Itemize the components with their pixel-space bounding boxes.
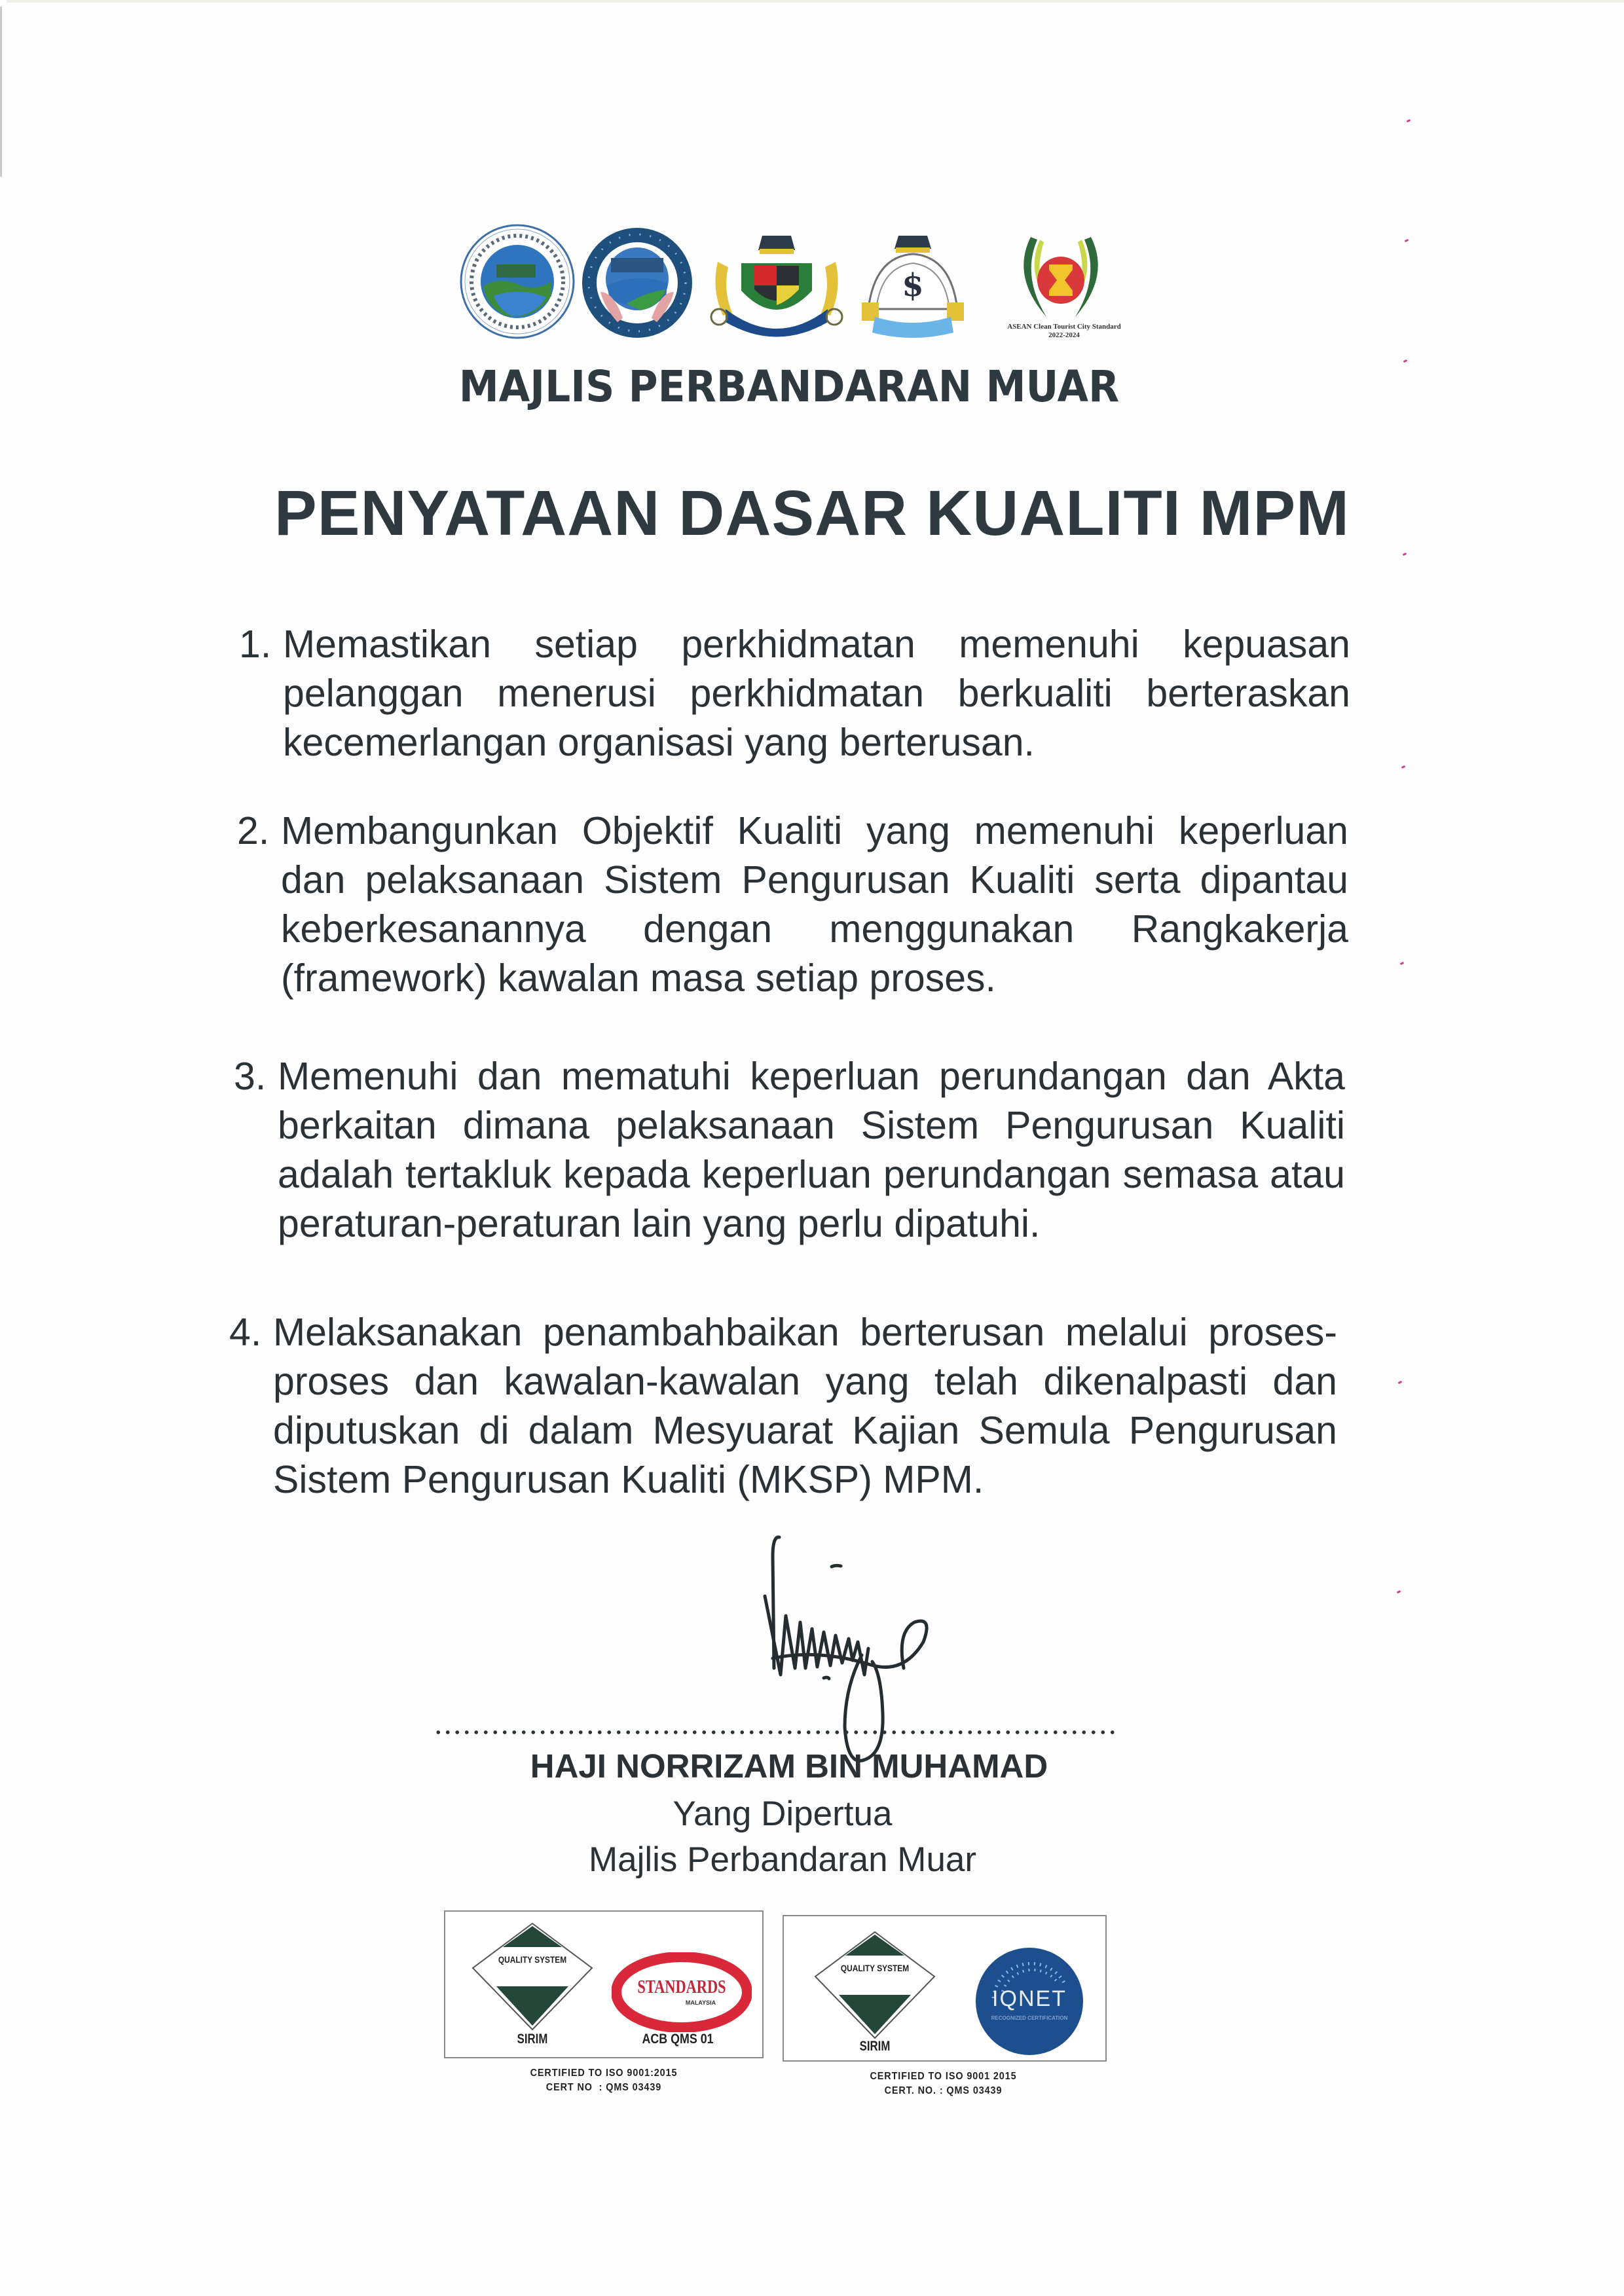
certification-caption	[799, 2069, 1088, 2098]
policy-item-number: 1.	[239, 623, 272, 666]
signatory-organization: Majlis Perbandaran Muar	[588, 1840, 977, 1879]
asean-clean-tourist-city-logo	[1008, 230, 1113, 322]
certification-standard: CERTIFIED TO ISO 9001:2015	[530, 2068, 678, 2079]
policy-item-text: Memenuhi dan mematuhi keperluan perundangan dan Akta berkaitan dimana pelaksanaan Sistem Pengurusan Kualiti adalah tertakluk kepada keperluan perundangan semasa atau peraturan-peraturan lain yang perlu dipatuhi.	[278, 1055, 1345, 1245]
signatory-name: HAJI NORRIZAM BIN MUHAMAD	[530, 1747, 1048, 1785]
scan-edge-top	[7, 0, 1624, 3]
sirim-quality-system-mark	[806, 1929, 944, 2041]
policy-item-text: Membangunkan Objektif Kualiti yang memenuhi keperluan dan pelaksanaan Sistem Pengurusan Kualiti serta dipantau keberkesanannya dengan menggunakan Rangkakerja (framework) kawalan masa setiap proses.	[281, 809, 1348, 1000]
standards-logo-text: STANDARDS	[637, 1977, 726, 1997]
scan-speck	[1400, 962, 1405, 965]
certification-standard: CERTIFIED TO ISO 9001 2015	[870, 2071, 1017, 2082]
asean-caption-line1: ASEAN Clean Tourist City Standard	[1007, 323, 1121, 331]
document-title: PENYATAAN DASAR KUALITI MPM	[274, 477, 1350, 549]
environment-award-logo	[460, 224, 575, 339]
policy-item-number: 2.	[237, 809, 270, 852]
hands-globe-logo	[581, 227, 693, 339]
quality-system-label: QUALITY SYSTEM	[840, 1963, 910, 1973]
standards-logo-subtext: MALAYSIA	[685, 1999, 716, 2006]
currency-crest-logo	[855, 230, 970, 342]
scan-speck	[1407, 119, 1411, 122]
signatory-position: Yang Dipertua	[673, 1795, 893, 1833]
iqnet-logo-text: IQNET	[992, 1986, 1067, 2011]
policy-item-text: Melaksanakan penambahbaikan berterusan melalui proses-proses dan kawalan-kawalan yang telah dikenalpasti dan diputuskan di dalam Mesyuarat Kajian Semula Pengurusan Sistem Pengurusan Kualiti (MKSP) MPM.	[273, 1311, 1337, 1501]
policy-item-number: 3.	[234, 1055, 267, 1098]
svg-text:$: $	[902, 267, 924, 304]
acb-code-label: ACB QMS 01	[642, 2032, 714, 2047]
policy-item-number: 4.	[229, 1311, 262, 1354]
sirim-quality-system-mark	[464, 1921, 601, 2032]
iqnet-logo-subtext: RECOGNIZED CERTIFICATION	[991, 2015, 1068, 2021]
scan-speck	[1397, 1590, 1401, 1594]
signature-dotted-line	[434, 1728, 1118, 1736]
certification-box-iqnet	[783, 1915, 1107, 2062]
certification-caption	[461, 2066, 747, 2095]
quality-system-label: QUALITY SYSTEM	[498, 1954, 567, 1965]
scan-speck	[1405, 239, 1409, 242]
certification-number: CERT NO : QMS 03439	[545, 2082, 662, 2093]
sirim-label: SIRIM	[517, 2032, 548, 2047]
policy-item-text: Memastikan setiap perkhidmatan memenuhi kepuasan pelanggan menerusi perkhidmatan berkualiti berteraskan kecemerlangan organisasi yang berterusan.	[283, 623, 1350, 764]
asean-caption-line2: 2022-2024	[1048, 331, 1080, 339]
organization-name: MAJLIS PERBANDARAN MUAR	[458, 361, 1120, 412]
scan-speck	[1401, 765, 1406, 769]
certification-box-standards	[444, 1910, 764, 2058]
scan-speck	[1403, 553, 1407, 556]
certification-number: CERT. NO. : QMS 03439	[884, 2085, 1003, 2096]
scan-edge-left	[0, 7, 2, 177]
sirim-label: SIRIM	[859, 2039, 891, 2054]
asean-logo-caption	[999, 323, 1130, 340]
scan-speck	[1398, 1381, 1403, 1384]
mpm-crest-logo	[699, 230, 854, 342]
